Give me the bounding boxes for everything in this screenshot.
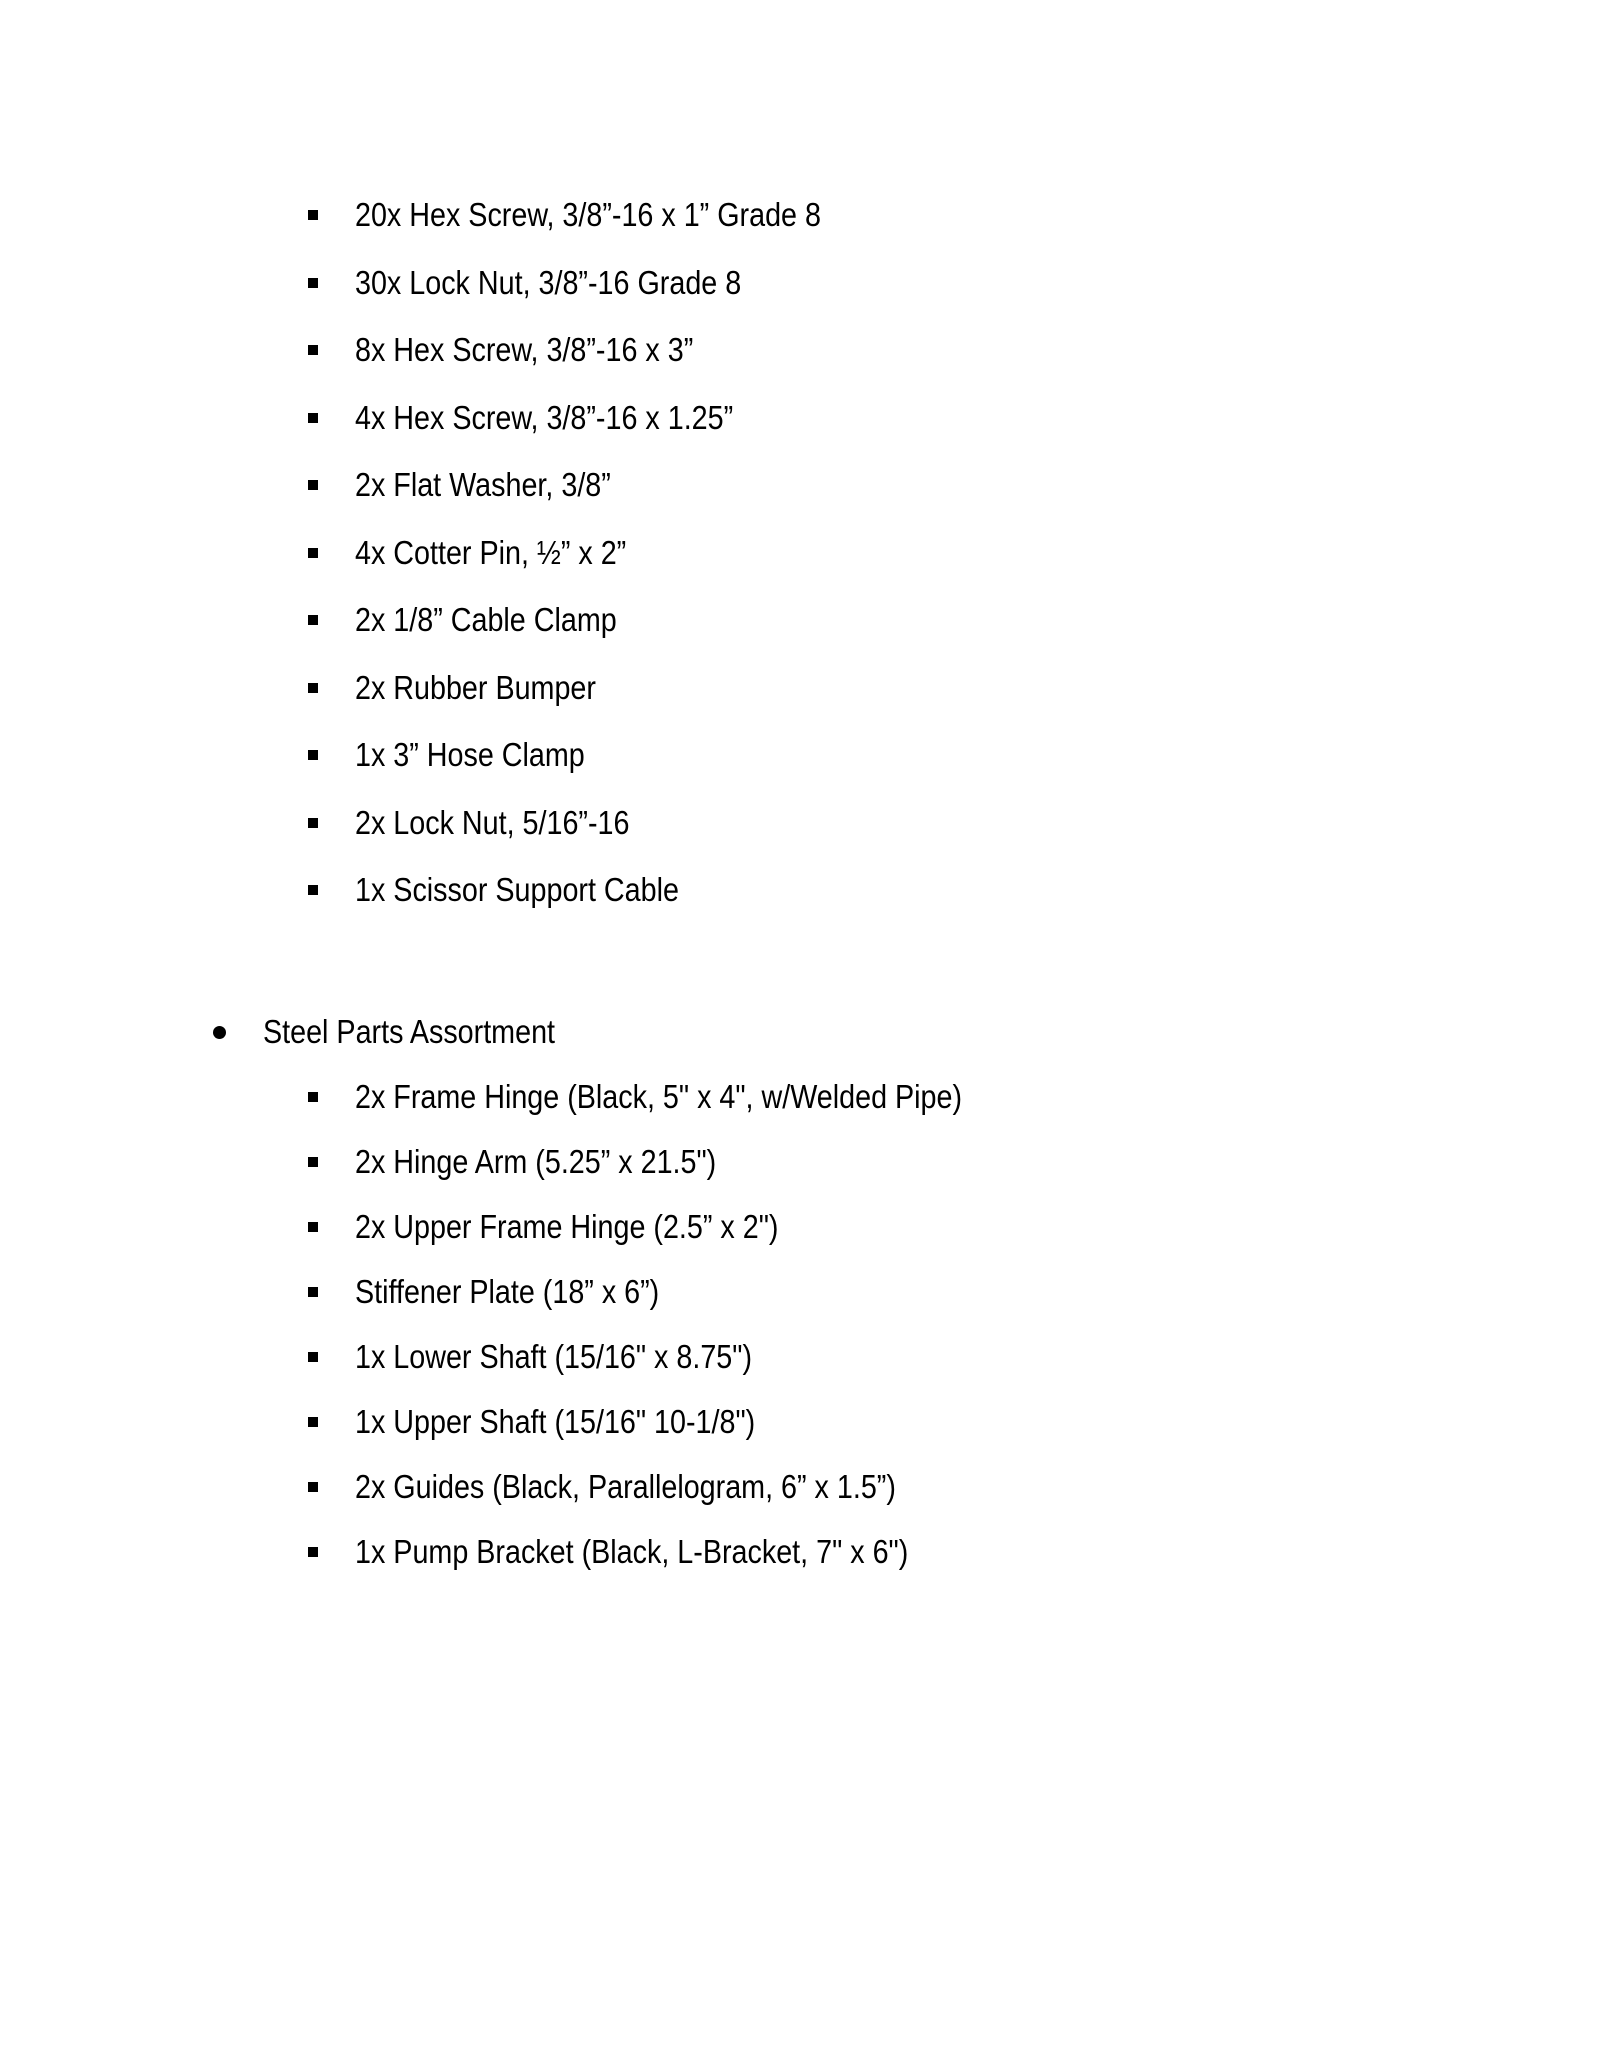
list-item xyxy=(0,1272,1053,1312)
square-bullet-icon xyxy=(308,278,318,288)
list-item-label: 1x Lower Shaft (15/16" x 8.75") xyxy=(355,1338,753,1375)
list-item xyxy=(0,1077,1053,1117)
square-bullet-icon xyxy=(308,750,318,760)
list-item xyxy=(0,1467,1053,1507)
square-bullet-icon xyxy=(308,615,318,625)
list-item xyxy=(0,1402,1053,1442)
square-bullet-icon xyxy=(308,210,318,220)
list-item-label: 30x Lock Nut, 3/8”-16 Grade 8 xyxy=(355,263,742,301)
list-item-label: 2x Hinge Arm (5.25” x 21.5") xyxy=(355,1143,717,1180)
square-bullet-icon xyxy=(308,818,318,828)
square-bullet-icon xyxy=(308,1157,318,1167)
square-bullet-icon xyxy=(308,1547,318,1557)
list-item-label: 2x 1/8” Cable Clamp xyxy=(355,601,617,638)
steel-parts-header-label: Steel Parts Assortment xyxy=(263,1013,556,1050)
list-item xyxy=(0,600,891,640)
square-bullet-icon xyxy=(308,345,318,355)
list-item-label: 2x Lock Nut, 5/16”-16 xyxy=(355,803,630,841)
list-item xyxy=(0,1207,1053,1247)
list-item-label: 2x Flat Washer, 3/8” xyxy=(355,466,611,503)
list-item-label: 1x Upper Shaft (15/16" 10-1/8") xyxy=(355,1403,756,1440)
list-item xyxy=(0,735,891,775)
list-item-label: 2x Frame Hinge (Black, 5" x 4", w/Welded Pipe) xyxy=(355,1078,963,1115)
list-item-label: 2x Rubber Bumper xyxy=(355,668,596,706)
list-item-label: 1x Pump Bracket (Black, L-Bracket, 7" x 6") xyxy=(355,1533,909,1570)
square-bullet-icon xyxy=(308,1417,318,1427)
square-bullet-icon xyxy=(308,1287,318,1297)
square-bullet-icon xyxy=(308,1482,318,1492)
list-item xyxy=(0,465,891,505)
list-item xyxy=(0,533,891,573)
list-item xyxy=(0,1142,1053,1182)
list-item xyxy=(0,1337,1053,1377)
steel-parts-list xyxy=(0,1077,1053,1597)
square-bullet-icon xyxy=(308,1092,318,1102)
list-item-label: 8x Hex Screw, 3/8”-16 x 3” xyxy=(355,331,694,368)
list-item xyxy=(0,1532,1053,1572)
hardware-parts-list xyxy=(0,195,891,938)
square-bullet-icon xyxy=(308,1352,318,1362)
list-item-label: 1x Scissor Support Cable xyxy=(355,871,679,908)
round-bullet-icon xyxy=(213,1026,226,1039)
square-bullet-icon xyxy=(308,1222,318,1232)
square-bullet-icon xyxy=(308,885,318,895)
list-item xyxy=(0,330,891,370)
list-item-label: 2x Guides (Black, Parallelogram, 6” x 1.5”) xyxy=(355,1468,896,1505)
list-item-label: 4x Cotter Pin, ½” x 2” xyxy=(355,533,627,571)
list-item-label: 4x Hex Screw, 3/8”-16 x 1.25” xyxy=(355,398,734,436)
square-bullet-icon xyxy=(308,683,318,693)
steel-parts-header xyxy=(0,1012,599,1052)
list-item-label: Stiffener Plate (18” x 6”) xyxy=(355,1273,660,1310)
list-item xyxy=(0,803,891,843)
list-item xyxy=(0,195,891,235)
list-item xyxy=(0,263,891,303)
list-item xyxy=(0,668,891,708)
list-item-label: 1x 3” Hose Clamp xyxy=(355,736,585,773)
square-bullet-icon xyxy=(308,413,318,423)
square-bullet-icon xyxy=(308,548,318,558)
list-item-label: 20x Hex Screw, 3/8”-16 x 1” Grade 8 xyxy=(355,196,821,233)
list-item xyxy=(0,398,891,438)
list-item-label: 2x Upper Frame Hinge (2.5” x 2") xyxy=(355,1208,779,1245)
square-bullet-icon xyxy=(308,480,318,490)
list-item xyxy=(0,870,891,910)
